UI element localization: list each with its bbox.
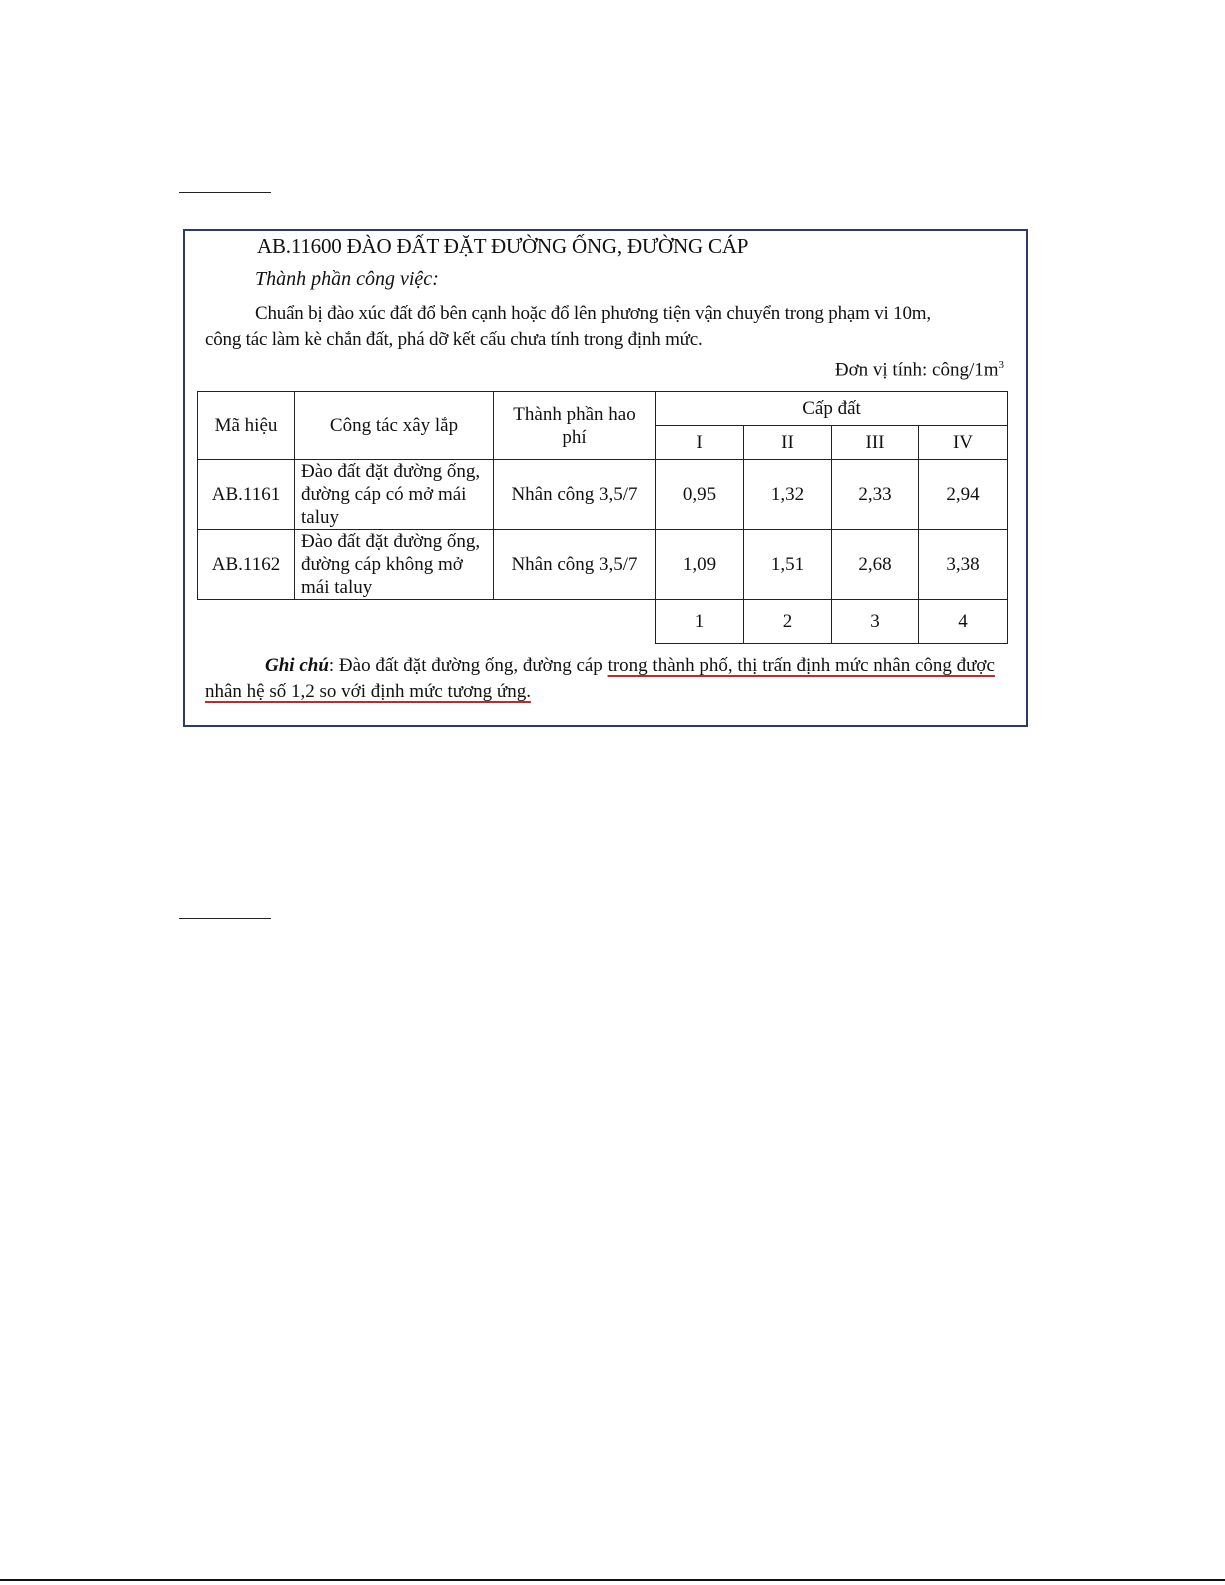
table-row (198, 460, 1008, 530)
header-grade-1: I (656, 426, 744, 460)
cell-component: Nhân công 3,5/7 (494, 530, 656, 600)
document-excerpt-frame (183, 229, 1028, 727)
description-line-1: Chuẩn bị đào xúc đất đổ bên cạnh hoặc đổ lên phương tiện vận chuyển trong phạm vi 10m, (255, 303, 931, 324)
column-index: 1 (656, 600, 744, 644)
cell-value: 2,33 (832, 460, 919, 530)
norm-table (197, 391, 1008, 644)
cell-value: 3,38 (919, 530, 1008, 600)
unit-label: Đơn vị tính: công/$1m^3$ (834, 359, 1004, 381)
unit-superscript: 3 (998, 359, 1004, 371)
header-grade-4: IV (919, 426, 1008, 460)
cell-code: AB.1162 (198, 530, 295, 600)
note-text: : Đào đất đặt đường ống, đường cáp (328, 655, 608, 676)
cell-component: Nhân công 3,5/7 (494, 460, 656, 530)
note-underlined-text: trong thành phố, thị trấn định mức nhân công được nhân hệ số 1,2 so với định mức tương ứng. (205, 655, 995, 702)
header-grade-3: III (832, 426, 919, 460)
table-row (198, 530, 1008, 600)
blank-cell (198, 600, 656, 644)
cell-value: 1,09 (656, 530, 744, 600)
table-header-row (198, 392, 1008, 426)
cell-value: 1,51 (744, 530, 832, 600)
cell-value: 0,95 (656, 460, 744, 530)
note-paragraph (205, 653, 1010, 705)
cell-code: AB.1161 (198, 460, 295, 530)
table-index-row (198, 600, 1008, 644)
section-subtitle: Thành phần công việc: (255, 268, 439, 290)
header-component: Thành phần hao phí (494, 392, 656, 460)
cell-value: 1,32 (744, 460, 832, 530)
separator-line (179, 918, 271, 919)
page-bottom-line (0, 1579, 1225, 1581)
cell-task: Đào đất đặt đường ống, đường cáp không mở mái taluy (295, 530, 494, 600)
header-code: Mã hiệu (198, 392, 295, 460)
cell-task: Đào đất đặt đường ống, đường cáp có mở mái taluy (295, 460, 494, 530)
cell-value: 2,68 (832, 530, 919, 600)
column-index: 4 (919, 600, 1008, 644)
cell-value: 2,94 (919, 460, 1008, 530)
header-grade-2: II (744, 426, 832, 460)
column-index: 2 (744, 600, 832, 644)
description-line-2: công tác làm kè chắn đất, phá dỡ kết cấu chưa tính trong định mức. (205, 329, 703, 350)
header-task: Công tác xây lắp (295, 392, 494, 460)
note-label: Ghi chú (265, 655, 329, 676)
separator-line (179, 192, 271, 193)
section-title: AB.11600 ĐÀO ĐẤT ĐẶT ĐƯỜNG ỐNG, ĐƯỜNG CÁP (257, 234, 749, 258)
header-soil-grade: Cấp đất (656, 392, 1008, 426)
column-index: 3 (832, 600, 919, 644)
